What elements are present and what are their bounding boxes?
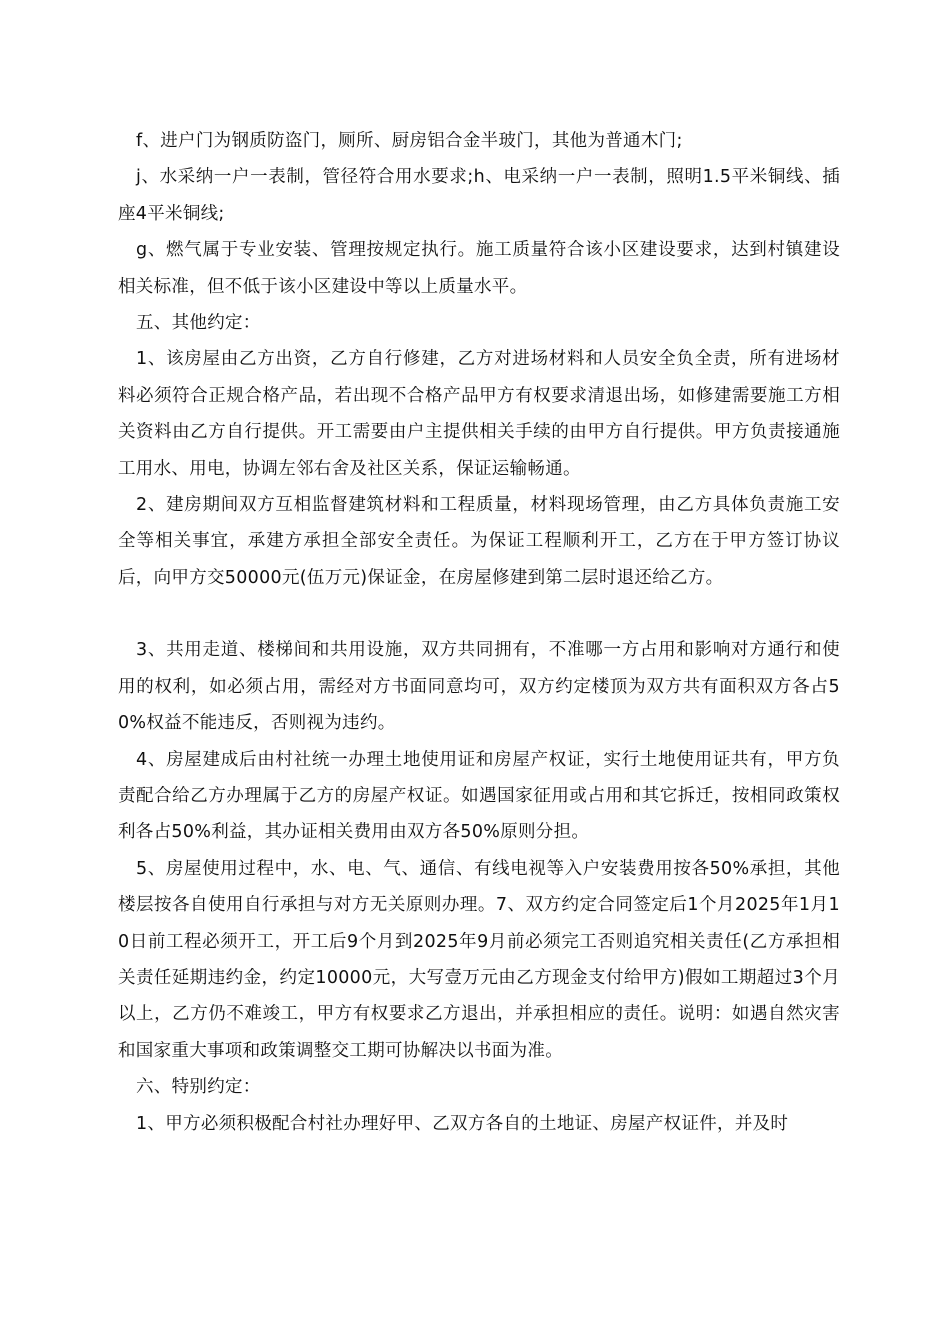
paragraph-clause-4: 4、房屋建成后由村社统一办理土地使用证和房屋产权证，实行土地使用证共有，甲方负责配合给乙方办理属于乙方的房屋产权证。如遇国家征用或占用和其它拆迁，按相同政策权利各占50%利益，其办证相关费用由双方各50%原则分担。 [118, 749, 840, 843]
paragraph-door-spec: f、进户门为钢质防盗门，厕所、厨房铝合金半玻门，其他为普通木门; [136, 131, 683, 151]
paragraph-water-electric-spec: j、水采纳一户一表制，管径符合用水要求;h、电采纳一户一表制，照明1.5平米铜线、插座4平米铜线; [118, 167, 840, 224]
paragraph-clause-5: 5、房屋使用过程中，水、电、气、通信、有线电视等入户安装费用按各50%承担，其他楼层按各自使用自行承担与对方无关原则办理。7、双方约定合同签定后1个月2025年1月10日前工程必须开工，开工后9个月到2025年9月前必须完工否则追究相关责任(乙方承担相关责任延期违约金，约定10000元，大写壹万元由乙方现金支付给甲方)假如工期超过3个月以上，乙方仍不难竣工，甲方有权要求乙方退出，并承担相应的责任。说明：如遇自然灾害和国家重大事项和政策调整交工期可协解决以书面为准。 [118, 858, 840, 1061]
paragraph-gap [118, 596, 840, 632]
section-heading-special-terms: 六、特别约定： [136, 1077, 261, 1098]
paragraph-gas-quality-spec: g、燃气属于专业安装、管理按规定执行。施工质量符合该小区建设要求，达到村镇建设相关标准，但不低于该小区建设中等以上质量水平。 [118, 240, 840, 297]
paragraph-special-clause-1: 1、甲方必须积极配合村社办理好甲、乙双方各自的土地证、房屋产权证件，并及时 [136, 1113, 789, 1134]
paragraph-clause-1: 1、该房屋由乙方出资，乙方自行修建，乙方对进场材料和人员安全负全责，所有进场材料必须符合正规合格产品，若出现不合格产品甲方有权要求清退出场，如修建需要施工方相关资料由乙方自行提供。开工需要由户主提供相关手续的由甲方自行提供。甲方负责接通施工用水、用电，协调左邻右舍及社区关系，保证运输畅通。 [118, 349, 840, 479]
document-body [118, 123, 840, 1142]
paragraph-clause-2: 2、建房期间双方互相监督建筑材料和工程质量，材料现场管理，由乙方具体负责施工安全等相关事宜，承建方承担全部安全责任。为保证工程顺利开工，乙方在于甲方签订协议后，向甲方交50000元(伍万元)保证金，在房屋修建到第二层时退还给乙方。 [118, 495, 840, 588]
section-heading-other-terms: 五、其他约定： [136, 313, 261, 334]
paragraph-clause-3: 3、共用走道、楼梯间和共用设施，双方共同拥有，不准哪一方占用和影响对方通行和使用的权利，如必须占用，需经对方书面同意均可，双方约定楼顶为双方共有面积双方各占50%权益不能违反，否则视为违约。 [118, 640, 840, 734]
